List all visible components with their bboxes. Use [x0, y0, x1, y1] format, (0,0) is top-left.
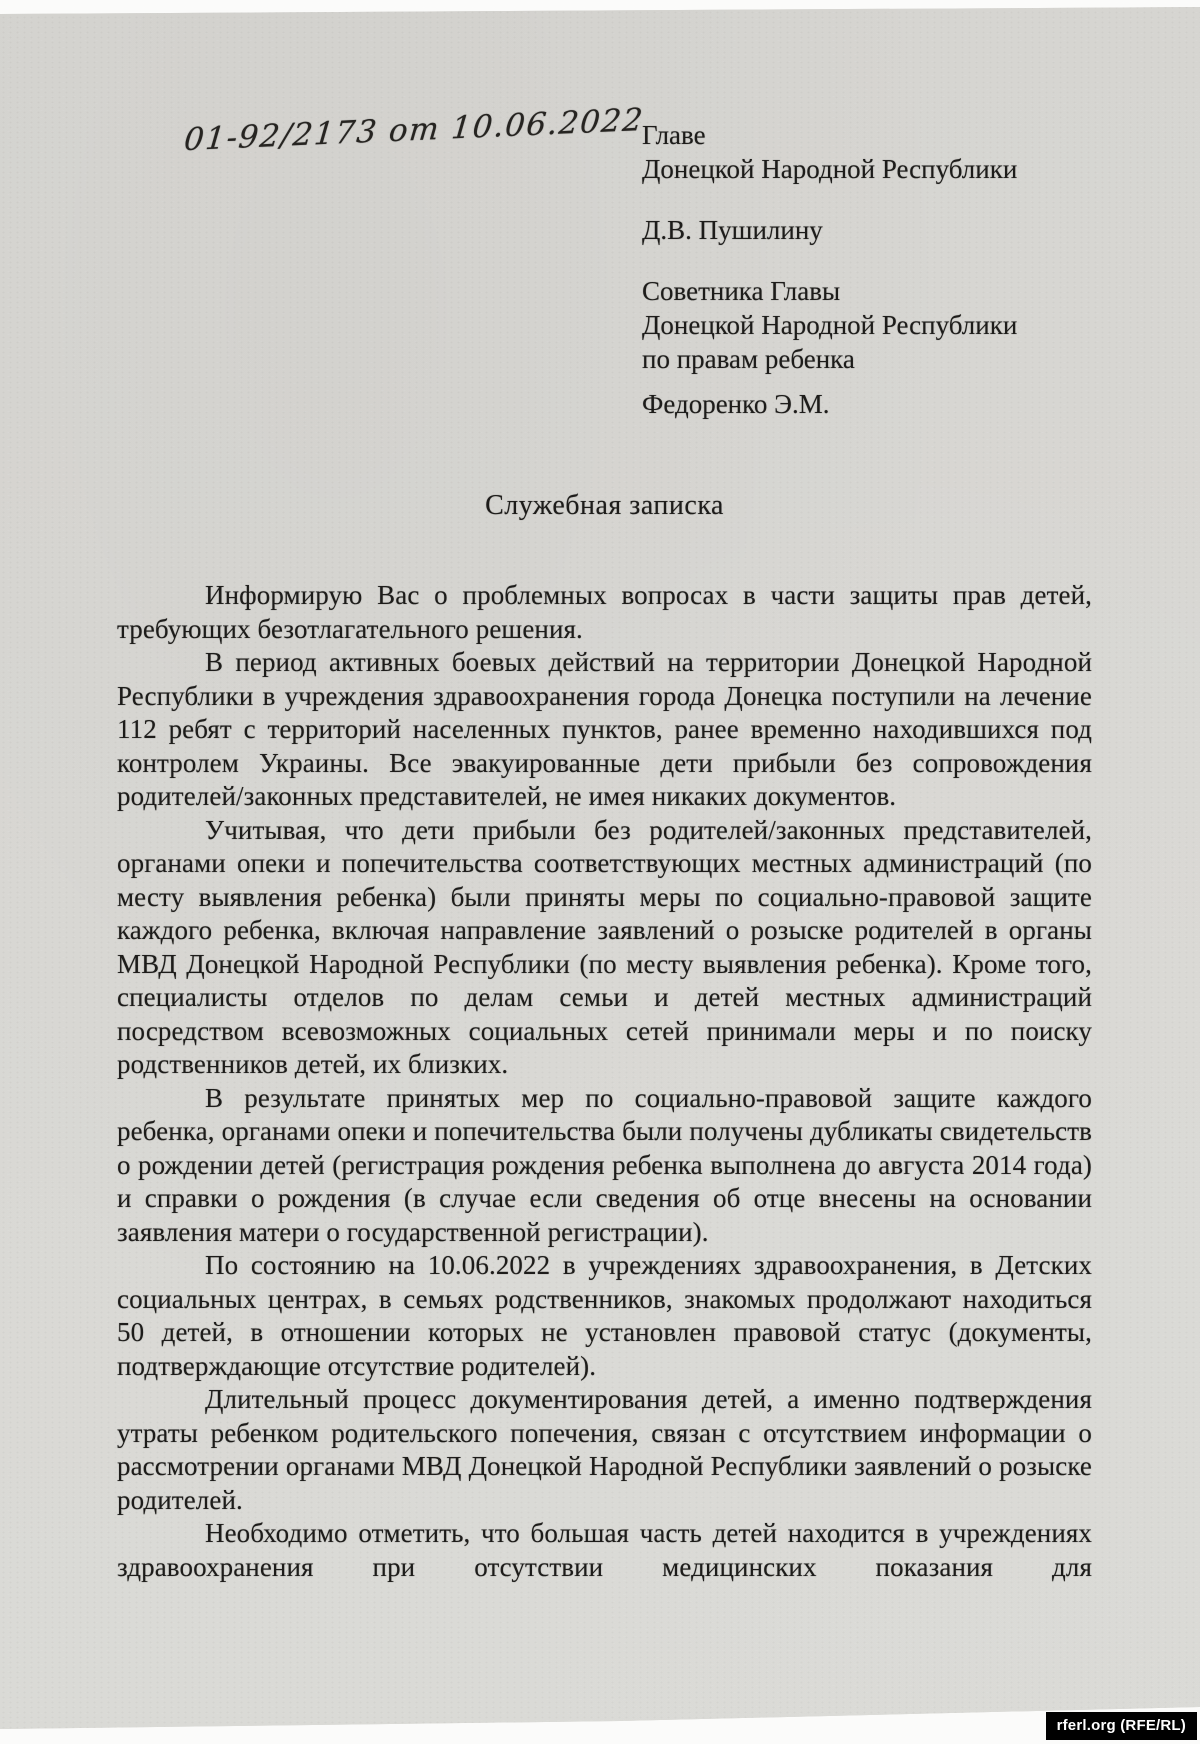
addressee-line: Главе — [642, 120, 706, 150]
addressee-block — [642, 118, 1122, 421]
addressee-group-recipient — [642, 118, 1122, 186]
reference-note: 01-92/2173 от 10.06.2022 — [182, 101, 646, 159]
memo-body — [117, 579, 1092, 1584]
body-paragraph: Длительный процесс документирования детей, а именно подтверждения утраты ребенком родительского попечения, связан с отсутствием информации о рассмотрении органами МВД Донецкой Народной Республики заявлений о розыске родителей. — [117, 1384, 1092, 1515]
addressee-line: Федоренко Э.М. — [642, 389, 830, 419]
addressee-group-sender-name — [642, 387, 1122, 421]
addressee-group-sender-title — [642, 274, 1122, 376]
watermark-badge: rferl.org (RFE/RL) — [1046, 1712, 1197, 1740]
body-paragraph: Учитывая, что дети прибыли без родителей/законных представителей, органами опеки и попечительства соответствующих местных администраций (по месту выявления ребенка) были приняты меры по социально-правовой защите каждого ребенка, включая направление заявлений о розыске родителей в органы МВД Донецкой Народной Республики (по месту выявления ребенка). Кроме того, специалисты отделов по делам семьи и детей местных администраций посредством всевозможных социальных сетей принимали меры и по поиску родственников детей, их близких. — [117, 814, 1092, 1079]
body-paragraph: По состоянию на 10.06.2022 в учреждениях здравоохранения, в Детских социальных центрах, в семьях родственников, знакомых продолжают находиться 50 детей, в отношении которых не установлен правовой статус (документы, подтверждающие отсутствие родителей). — [117, 1250, 1092, 1381]
body-paragraph: В период активных боевых действий на территории Донецкой Народной Республики в учреждения здравоохранения города Донецка поступили на лечение 112 ребят с территорий населенных пунктов, ранее временно находившихся под контролем Украины. Все эвакуированные дети прибыли без сопровождения родителей/законных представителей, не имея никаких документов. — [117, 647, 1092, 811]
addressee-line: по правам ребенка — [642, 344, 855, 374]
addressee-line: Д.В. Пушилину — [642, 215, 823, 245]
memo-title: Служебная записка — [485, 490, 724, 521]
body-paragraph: Необходимо отметить, что большая часть детей находится в учреждениях здравоохранения при отсутствии медицинских показания для — [117, 1518, 1092, 1582]
body-paragraph: Информирую Вас о проблемных вопросах в части защиты прав детей, требующих безотлагательного решения. — [117, 580, 1092, 644]
addressee-line: Советника Главы — [642, 276, 841, 306]
body-paragraph: В результате принятых мер по социально-правовой защите каждого ребенка, органами опеки и попечительства были получены дубликаты свидетельств о рождении детей (регистрация рождения ребенка выполнена до августа 2014 года) и справки о рождения (в случае если сведения об отце внесены на основании заявления матери о государственной регистрации). — [117, 1082, 1092, 1247]
addressee-line: Донецкой Народной Республики — [642, 310, 1018, 340]
addressee-line: Донецкой Народной Республики — [642, 154, 1018, 184]
addressee-group-name — [642, 213, 1122, 247]
